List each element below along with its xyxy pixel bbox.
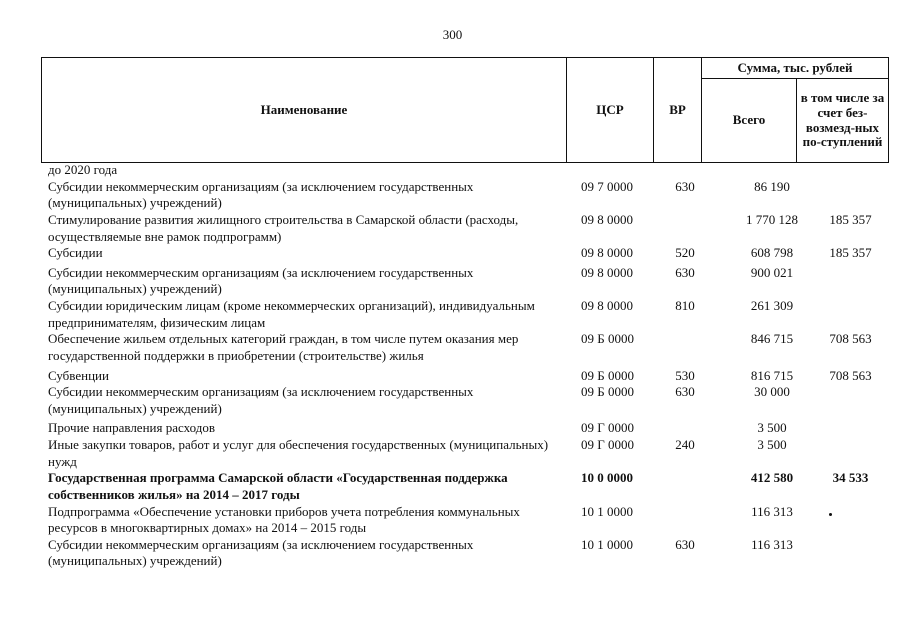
row-vr: 630	[675, 536, 695, 552]
table-row	[48, 179, 893, 212]
header-sum-title: Сумма, тыс. рублей	[702, 58, 889, 79]
table-row	[48, 537, 893, 570]
row-free-receipts: 185 357	[829, 245, 872, 261]
row-total: 116 313	[751, 503, 793, 519]
row-vr: 630	[675, 178, 695, 194]
header-vr: ВР	[654, 58, 702, 163]
row-name: Обеспечение жильем отдельных категорий граждан, в том числе путем оказания мер государственной поддержки в приобретении (строительстве) жилья	[48, 331, 519, 363]
page-number: 300	[442, 27, 463, 42]
table-row	[48, 384, 893, 417]
row-total: 3 500	[757, 437, 787, 452]
row-vr: 630	[675, 384, 695, 400]
row-csr: 10 0 0000	[581, 470, 633, 486]
row-total: 86 190	[754, 178, 790, 194]
table-body	[48, 162, 893, 570]
table-row	[48, 245, 893, 262]
row-free-receipts: 708 563	[829, 367, 872, 383]
stray-dot-mark	[829, 513, 832, 516]
row-total: 846 715	[750, 331, 794, 347]
row-csr: 09 8 0000	[581, 211, 633, 227]
row-vr: 520	[675, 245, 695, 261]
table-row	[48, 420, 893, 437]
row-csr: 10 1 0000	[581, 503, 633, 519]
row-csr: 09 Б 0000	[581, 331, 634, 347]
row-name: до 2020 года	[48, 162, 118, 177]
row-name: Субсидии некоммерческим организациям (за исключением государственных (муниципальных) учреждений)	[48, 384, 474, 416]
row-csr: 09 8 0000	[581, 245, 633, 261]
row-name: Субсидии некоммерческим организациям (за исключением государственных (муниципальных) учреждений)	[48, 178, 474, 211]
row-total: 900 021	[750, 264, 794, 280]
row-csr: 09 Г 0000	[581, 437, 635, 452]
row-free-receipts: 708 563	[829, 331, 872, 347]
header-total: Всего	[702, 79, 797, 163]
row-name: Подпрограмма «Обеспечение установки приборов учета потребления коммунальных ресурсов в многоквартирных домах» на 2014 – 2015 годы	[48, 503, 520, 536]
row-total: 412 580	[750, 470, 794, 486]
row-name: Субсидии	[48, 245, 103, 261]
row-csr: 10 1 0000	[581, 536, 633, 552]
row-free-receipts: 185 357	[829, 211, 872, 227]
row-total: 1 770 128	[746, 211, 798, 227]
row-name: Государственная программа Самарской области «Государственная поддержка собственников жилья» на 2014 – 2017 годы	[48, 470, 508, 502]
row-name: Прочие направления расходов	[48, 420, 215, 436]
row-vr: 810	[675, 298, 695, 313]
row-vr: 240	[675, 437, 695, 452]
row-vr: 630	[675, 264, 695, 280]
row-total: 3 500	[757, 420, 787, 436]
header-name: Наименование	[42, 58, 567, 163]
table-header	[41, 57, 889, 163]
row-csr: 09 Б 0000	[581, 384, 634, 400]
row-vr: 530	[675, 367, 695, 383]
table-row	[48, 331, 893, 364]
row-csr: 09 8 0000	[581, 298, 633, 313]
table-row	[48, 298, 893, 331]
row-name: Субсидии некоммерческим организациям (за исключением государственных (муниципальных) учреждений)	[48, 264, 474, 297]
row-total: 816 715	[750, 367, 794, 383]
table-row	[48, 265, 893, 298]
table-row	[48, 437, 893, 470]
row-total: 116 313	[751, 536, 793, 552]
row-csr: 09 Б 0000	[581, 367, 634, 383]
table-row	[48, 162, 893, 179]
table-row	[48, 504, 893, 537]
row-csr: 09 Г 0000	[581, 420, 635, 436]
row-name: Иные закупки товаров, работ и услуг для обеспечения государственных (муниципальных) нужд	[48, 437, 549, 469]
row-name: Стимулирование развития жилищного строительства в Самарской области (расходы, осуществляемые вне рамок подпрограмм)	[48, 211, 519, 244]
table-row	[48, 368, 893, 385]
row-name: Субсидии юридическим лицам (кроме некоммерческих организаций), индивидуальным предпринимателям, физическим лицам	[48, 298, 535, 330]
row-name: Субсидии некоммерческим организациям (за исключением государственных (муниципальных) учреждений)	[48, 536, 474, 569]
row-csr: 09 7 0000	[581, 178, 633, 194]
header-including: в том числе за счет без-возмезд-ных по-ступлений	[797, 79, 889, 163]
table-row	[48, 470, 893, 503]
row-total: 30 000	[754, 384, 790, 400]
row-csr: 09 8 0000	[581, 264, 633, 280]
header-csr: ЦСР	[567, 58, 654, 163]
row-name: Субвенции	[48, 367, 109, 383]
row-free-receipts: 34 533	[832, 470, 869, 486]
table-row	[48, 212, 893, 245]
row-total: 608 798	[750, 245, 794, 261]
row-total: 261 309	[750, 298, 794, 313]
